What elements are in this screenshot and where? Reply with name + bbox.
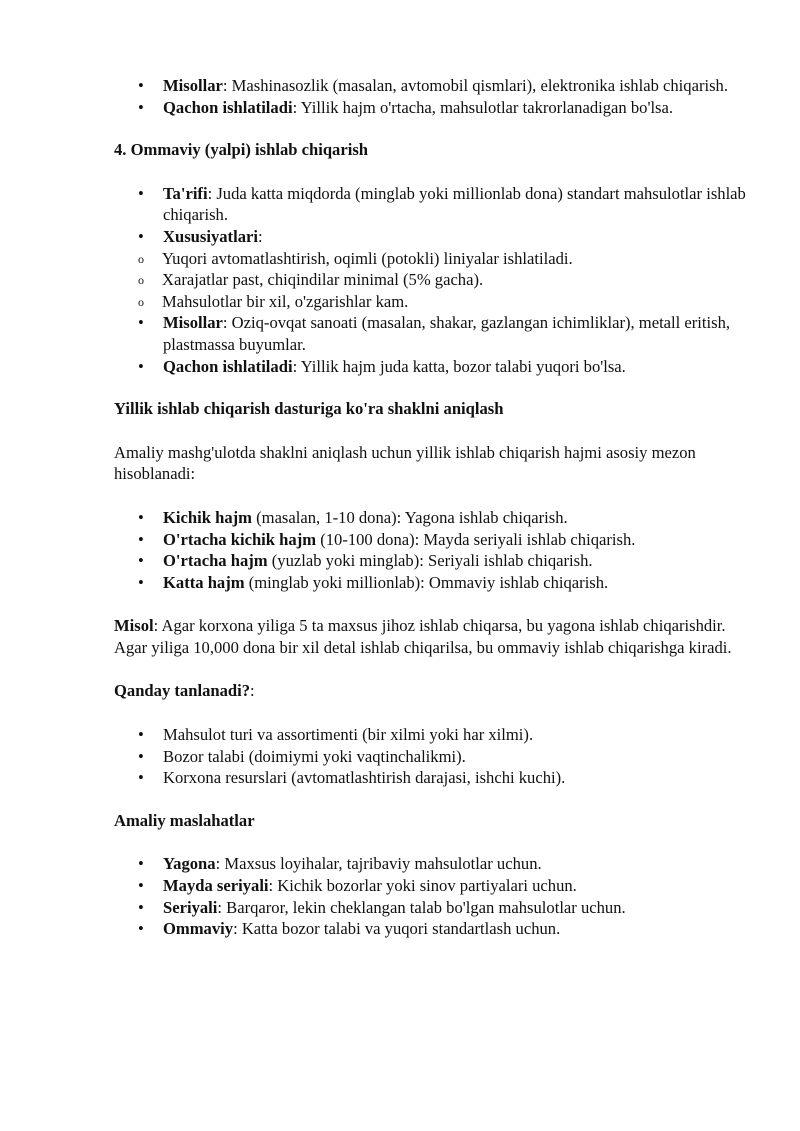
bullet-icon: • bbox=[138, 572, 144, 592]
top-list bbox=[114, 75, 754, 118]
bullet-icon: • bbox=[138, 746, 144, 766]
bullet-icon: • bbox=[138, 529, 144, 549]
list-item bbox=[114, 529, 754, 551]
bullet-icon: • bbox=[138, 854, 144, 874]
list-item bbox=[114, 97, 754, 119]
list-item bbox=[114, 853, 754, 875]
list-item bbox=[114, 356, 754, 378]
item-text: : Barqaror, lekin cheklangan talab bo'lgan mahsulotlar uchun. bbox=[217, 897, 626, 917]
item-text: Korxona resurslari (avtomatlashtirish darajasi, ishchi kuchi). bbox=[163, 768, 566, 788]
item-text: (minglab yoki millionlab): Ommaviy ishlab chiqarish. bbox=[244, 572, 609, 592]
list-item bbox=[114, 572, 754, 594]
sublist-item bbox=[114, 248, 754, 270]
list-item bbox=[114, 183, 754, 226]
document-body bbox=[114, 75, 754, 940]
list-item bbox=[114, 312, 754, 355]
item-text: (yuzlab yoki minglab): Seriyali ishlab chiqarish. bbox=[267, 551, 593, 571]
bullet-icon: • bbox=[138, 183, 144, 203]
item-term: Misollar bbox=[163, 76, 223, 95]
bullet-icon: • bbox=[138, 876, 144, 896]
choose-heading: Qanday tanlanadi? bbox=[114, 681, 251, 701]
example-term: Misol bbox=[114, 616, 154, 636]
list-item bbox=[114, 746, 754, 768]
item-term: Kichik hajm bbox=[163, 507, 252, 527]
bullet-icon: • bbox=[138, 507, 144, 527]
mass-production-list bbox=[114, 183, 754, 377]
sub-bullet-icon: o bbox=[138, 294, 144, 309]
sublist-item bbox=[114, 291, 754, 313]
list-item bbox=[114, 226, 754, 312]
item-text: : Yillik hajm o'rtacha, mahsulotlar takrorlanadigan bo'lsa. bbox=[292, 97, 674, 117]
list-item bbox=[114, 724, 754, 746]
tips-list bbox=[114, 853, 754, 939]
list-item bbox=[114, 507, 754, 529]
bullet-icon: • bbox=[138, 551, 144, 571]
item-term: Misollar bbox=[163, 313, 223, 333]
item-term: Mayda seriyali bbox=[163, 876, 269, 896]
section-heading-practical-tips: Amaliy maslahatlar bbox=[114, 810, 255, 830]
item-text: : Mashinasozlik (masalan, avtomobil qismlari), elektronika ishlab chiqarish. bbox=[222, 76, 728, 95]
bullet-icon: • bbox=[138, 919, 144, 939]
item-term: Xususiyatlari bbox=[163, 226, 258, 246]
choose-heading-colon: : bbox=[250, 681, 255, 701]
sublist-item bbox=[114, 269, 754, 291]
item-text: : Oziq-ovqat sanoati (masalan, shakar, gazlangan ichimliklar), metall eritish, plastmassa buyumlar. bbox=[163, 313, 731, 354]
item-text: : Juda katta miqdorda (minglab yoki millionlab dona) standart mahsulotlar ishlab chiqarish. bbox=[163, 183, 746, 225]
bullet-icon: • bbox=[138, 356, 144, 376]
bullet-icon: • bbox=[138, 897, 144, 917]
item-text: Mahsulot turi va assortimenti (bir xilmi yoki har xilmi). bbox=[163, 725, 534, 745]
sub-item-text: Yuqori avtomatlashtirish, oqimli (potokli) liniyalar ishlatiladi. bbox=[162, 248, 573, 268]
list-item bbox=[114, 75, 754, 97]
bullet-icon: • bbox=[138, 725, 144, 745]
item-term: O'rtacha hajm bbox=[163, 551, 268, 571]
list-item bbox=[114, 918, 754, 940]
example-text: : Agar korxona yiliga 5 ta maxsus jihoz ishlab chiqarsa, bu yagona ishlab chiqarishdir. Agar yiliga 10,000 dona bir xil detal ishlab chiqarilsa, bu ommaviy ishlab chiqarishga kiradi. bbox=[114, 616, 732, 657]
item-term: Qachon ishlatiladi bbox=[163, 356, 293, 376]
bullet-icon: • bbox=[138, 226, 144, 246]
sub-bullet-icon: o bbox=[138, 251, 144, 266]
bullet-icon: • bbox=[138, 97, 144, 117]
item-term: O'rtacha kichik hajm bbox=[163, 529, 317, 549]
item-term: Ta'rifi bbox=[163, 183, 208, 203]
bullet-icon: • bbox=[138, 313, 144, 333]
list-item bbox=[114, 767, 754, 789]
item-text: (10-100 dona): Mayda seriyali ishlab chiqarish. bbox=[316, 529, 636, 549]
list-item bbox=[114, 875, 754, 897]
item-term: Qachon ishlatiladi bbox=[163, 97, 293, 117]
item-text: : Maxsus loyihalar, tajribaviy mahsulotlar uchun. bbox=[215, 854, 542, 874]
features-sublist bbox=[114, 248, 754, 313]
item-text: : Katta bozor talabi va yuqori standartlash uchun. bbox=[233, 919, 561, 939]
list-item bbox=[114, 897, 754, 919]
item-text: (masalan, 1-10 dona): Yagona ishlab chiqarish. bbox=[251, 507, 568, 527]
bullet-icon: • bbox=[138, 76, 144, 95]
item-text: Bozor talabi (doimiymi yoki vaqtinchalikmi). bbox=[163, 746, 466, 766]
volume-list bbox=[114, 507, 754, 593]
sub-bullet-icon: o bbox=[138, 273, 144, 288]
item-term: Yagona bbox=[163, 854, 216, 874]
bullet-icon: • bbox=[138, 768, 144, 788]
section-heading-mass-production: 4. Ommaviy (yalpi) ishlab chiqarish bbox=[114, 140, 369, 160]
item-text: : Yillik hajm juda katta, bozor talabi yuqori bo'lsa. bbox=[292, 356, 626, 376]
choose-heading-paragraph bbox=[114, 680, 754, 702]
example-paragraph bbox=[114, 615, 754, 658]
item-term: Katta hajm bbox=[163, 572, 245, 592]
sub-item-text: Mahsulotlar bir xil, o'zgarishlar kam. bbox=[162, 291, 409, 311]
list-item bbox=[114, 550, 754, 572]
item-text: : bbox=[257, 226, 263, 246]
item-term: Seriyali bbox=[163, 897, 218, 917]
item-term: Ommaviy bbox=[163, 919, 234, 939]
choose-list bbox=[114, 724, 754, 789]
sub-item-text: Xarajatlar past, chiqindilar minimal (5% gacha). bbox=[162, 270, 484, 290]
section-heading-annual-program: Yillik ishlab chiqarish dasturiga ko'ra shaklni aniqlash bbox=[114, 399, 504, 419]
annual-intro-paragraph: Amaliy mashg'ulotda shaklni aniqlash uchun yillik ishlab chiqarish hajmi asosiy mezon hisoblanadi: bbox=[114, 442, 696, 484]
item-text: : Kichik bozorlar yoki sinov partiyalari uchun. bbox=[268, 876, 577, 896]
